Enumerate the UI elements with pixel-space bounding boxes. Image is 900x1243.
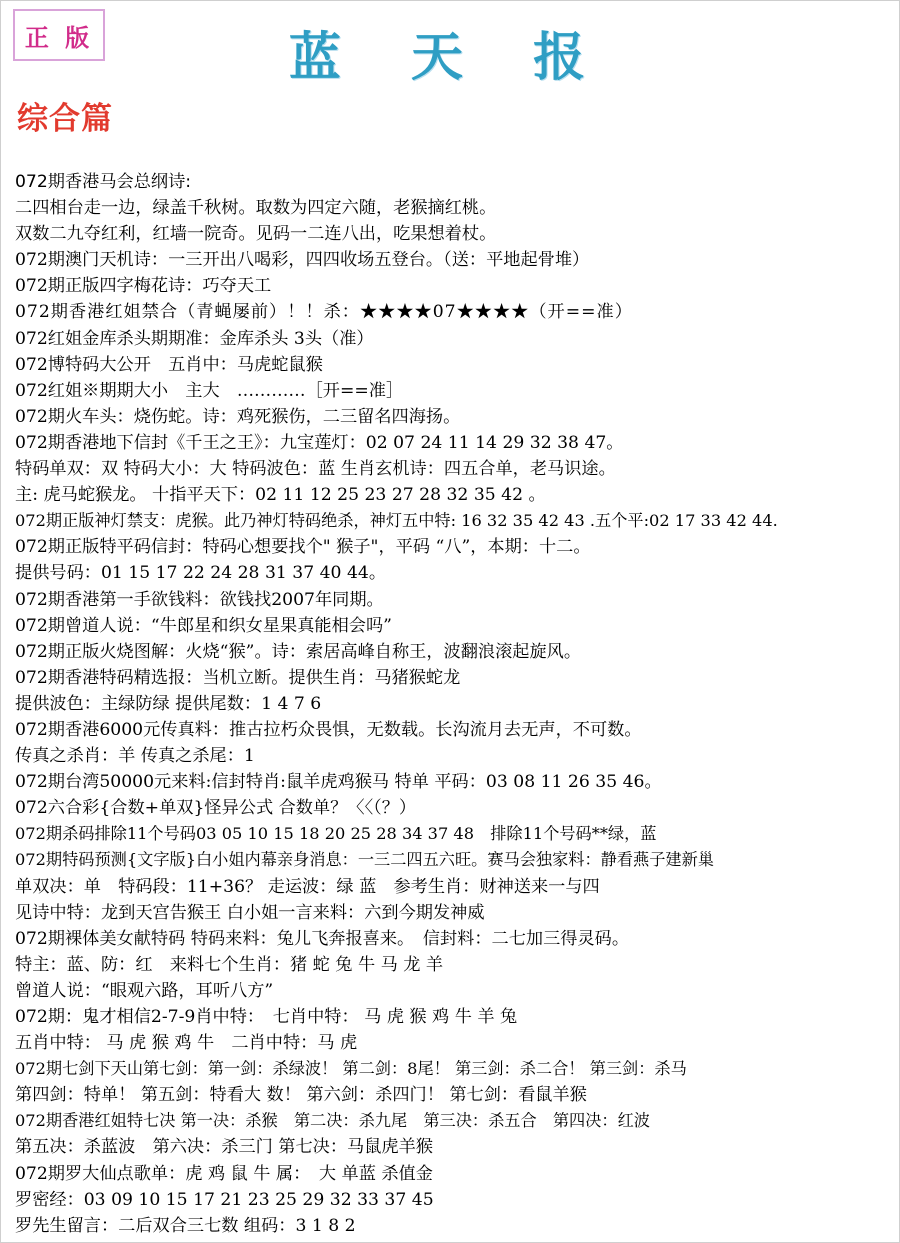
- article-line: 072期香港马会总纲诗:: [15, 172, 192, 192]
- article-line: 072六合彩{合数+单双}怪异公式 合数单？〈〈（？）: [15, 798, 417, 819]
- article-line: 罗密经：03 09 10 15 17 21 23 25 29 32 33 37 45: [15, 1189, 434, 1210]
- authentic-badge-label: 正 版: [24, 22, 94, 52]
- article-line: 提供号码：01 15 17 22 24 28 31 37 40 44。: [15, 563, 387, 584]
- article-line: 072期七剑下天山第七剑：第一剑：杀绿波！ 第二剑：8尾！ 第三剑：杀二合！ 第三剑：杀马: [15, 1059, 687, 1079]
- article-line: 072期正版特平码信封：特码心想要找个" 猴子"，平码 “八”，本期：十二。: [15, 537, 591, 558]
- article-line: 072期正版神灯禁支：虎猴。此乃神灯特码绝杀，神灯五中特: 16 32 35 42 43 .五个平:02 17 33 42 44.: [15, 511, 778, 531]
- article-line: 二四相台走一边，绿盖千秋树。取数为四定六随，老猴摘红桃。: [15, 198, 497, 219]
- article-line: 072期香港特码精选报：当机立断。提供生肖：马猪猴蛇龙: [15, 667, 461, 688]
- article-line: 072期台湾50000元来料:信封特肖:鼠羊虎鸡猴马 特单 平码：03 08 11 26 35 46。: [15, 772, 662, 793]
- article-line: 曾道人说：“眼观六路，耳听八方”: [15, 980, 274, 1001]
- page-header: [1, 1, 899, 137]
- article-line: 072期香港第一手欲钱料：欲钱找2007年同期。: [15, 589, 384, 610]
- article-line: 传真之杀肖：羊 传真之杀尾：1: [15, 746, 255, 767]
- article-line: 特主：蓝、防：红 来料七个生肖：猪 蛇 兔 牛 马 龙 羊: [15, 954, 444, 975]
- article-line: 见诗中特：龙到天宫告猴王 白小姐一言来料：六到今期发神威: [15, 902, 485, 923]
- article-line: 072期香港红姐特七决 第一决：杀猴 第二决：杀九尾 第三决：杀五合 第四决：红波: [15, 1111, 650, 1131]
- article-line: 072红姐※期期大小 主大 …………［开==准］: [15, 380, 404, 401]
- article-line: 072博特码大公开 五肖中：马虎蛇鼠猴: [15, 354, 323, 375]
- article-line: 072期火车头：烧伤蛇。诗：鸡死猴伤，二三留名四海扬。: [15, 406, 461, 427]
- article-line: 072红姐金库杀头期期准：金库杀头 3头（准）: [15, 328, 374, 349]
- article-line: 072期特码预测{文字版}白小姐内幕亲身消息：一三二四五六旺。赛马会独家料：静看燕子建新巢: [15, 850, 714, 870]
- article-line: 主: 虎马蛇猴龙。 十指平天下：02 11 12 25 23 27 28 32 35 42 。: [15, 485, 546, 506]
- article-line: 072期裸体美女献特码 特码来料：兔儿飞奔报喜来。 信封料：二七加三得灵码。: [15, 928, 630, 949]
- page-title: 蓝 天 报: [288, 27, 612, 88]
- article-line: 072期杀码排除11个号码03 05 10 15 18 20 25 28 34 37 48 排除11个号码**绿，蓝: [15, 824, 657, 844]
- article-line: 072期香港红姐禁合（青蝇屡前）！！杀：★★★★07★★★★（开==准）: [15, 302, 633, 323]
- article-line: 072期：鬼才相信2-7-9肖中特： 七肖中特： 马 虎 猴 鸡 牛 羊 兔: [15, 1007, 518, 1027]
- article-line: 罗先生留言：二后双合三七数 组码：3 1 8 2: [15, 1215, 356, 1236]
- article-line: 072期正版火烧图解：火烧“猴”。诗：索居高峰自称王，波翻浪滚起旋风。: [15, 641, 582, 662]
- article-line: 第四剑：特单！ 第五剑：特看大 数！ 第六剑：杀四门！ 第七剑：看鼠羊猴: [15, 1085, 587, 1106]
- article-line: 072期香港6000元传真料：推古拉朽众畏惧，无数载。长沟流月去无声，不可数。: [15, 719, 642, 740]
- section-title: 综合篇: [17, 101, 113, 137]
- article-line: 特码单双：双 特码大小：大 特码波色：蓝 生肖玄机诗：四五合单，老马识途。: [15, 459, 616, 480]
- article-line: 072期曾道人说：“牛郎星和织女星果真能相会吗”: [15, 615, 392, 636]
- article-line: 072期罗大仙点歌单：虎 鸡 鼠 牛 属： 大 单蓝 杀值金: [15, 1163, 433, 1184]
- article-line: 五肖中特： 马 虎 猴 鸡 牛 二肖中特：马 虎: [15, 1033, 358, 1054]
- article-line: 072期澳门天机诗：一三开出八喝彩，四四收场五登台。（送：平地起骨堆）: [15, 250, 590, 271]
- article-line: 双数二九夺红利，红墙一院奇。见码一二连八出，吃果想着杖。: [15, 224, 497, 245]
- article-line: 单双决：单 特码段：11+36？ 走运波：绿 蓝 参考生肖：财神送来一与四: [15, 876, 600, 897]
- article-body: [15, 169, 887, 1239]
- article-line: 第五决：杀蓝波 第六决：杀三门 第七决：马鼠虎羊猴: [15, 1137, 433, 1158]
- article-line: 072期正版四字梅花诗：巧夺天工: [15, 276, 272, 297]
- article-line: 072期香港地下信封《千王之王》：九宝莲灯：02 07 24 11 14 29 32 38 47。: [15, 432, 624, 453]
- article-line: 提供波色：主绿防绿 提供尾数：1 4 7 6: [15, 693, 322, 714]
